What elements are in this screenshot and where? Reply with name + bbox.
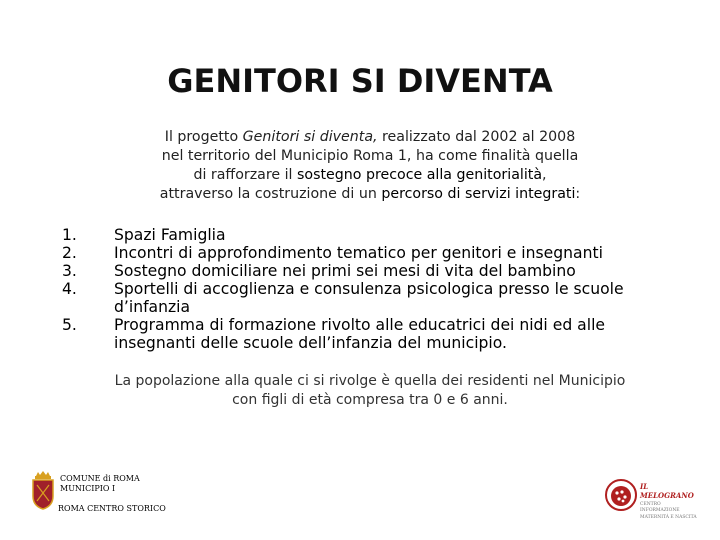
outro-line-1: La popolazione alla quale ci si rivolge è quella dei residenti nel Municipio <box>114 373 626 389</box>
intro-line-4: attraverso la costruzione di un percorso di servizi integrati: <box>159 186 581 202</box>
intro-line-2: nel territorio del Municipio Roma 1, ha come finalità quella <box>161 148 579 164</box>
comune-roma-crest-icon <box>28 470 58 510</box>
outro-paragraph <box>100 372 640 410</box>
intro-paragraph <box>110 128 630 204</box>
comune-district-label: ROMA CENTRO STORICO <box>58 504 166 513</box>
list-item: 5. Programma di formazione rivolto alle educatrici dei nidi ed alle insegnanti delle scuole dell’infanzia del municipio. <box>62 316 605 352</box>
list-item: 2. Incontri di approfondimento tematico per genitori e insegnanti <box>62 244 603 262</box>
services-list <box>62 226 662 352</box>
list-item: 3. Sostegno domiciliare nei primi sei mesi di vita del bambino <box>62 262 576 280</box>
intro-line-3: di rafforzare il sostegno precoce alla genitorialità, <box>193 167 547 183</box>
list-item: 4. Sportelli di accoglienza e consulenza psicologica presso le scuole d’infanzia <box>62 280 624 316</box>
melograno-logo-icon <box>604 478 638 512</box>
melograno-label: IL MELOGRANO CENTRO INFORMAZIONE MATERNITÀ E NASCITA <box>640 482 697 520</box>
intro-line-1: Il progetto Genitori si diventa, realizzato dal 2002 al 2008 <box>164 129 576 145</box>
outro-line-2: con figli di età compresa tra 0 e 6 anni. <box>232 392 508 408</box>
comune-label: COMUNE di ROMA MUNICIPIO I <box>60 474 140 493</box>
slide-title: GENITORI SI DIVENTA <box>167 62 553 100</box>
list-item: 1. Spazi Famiglia <box>62 226 226 244</box>
